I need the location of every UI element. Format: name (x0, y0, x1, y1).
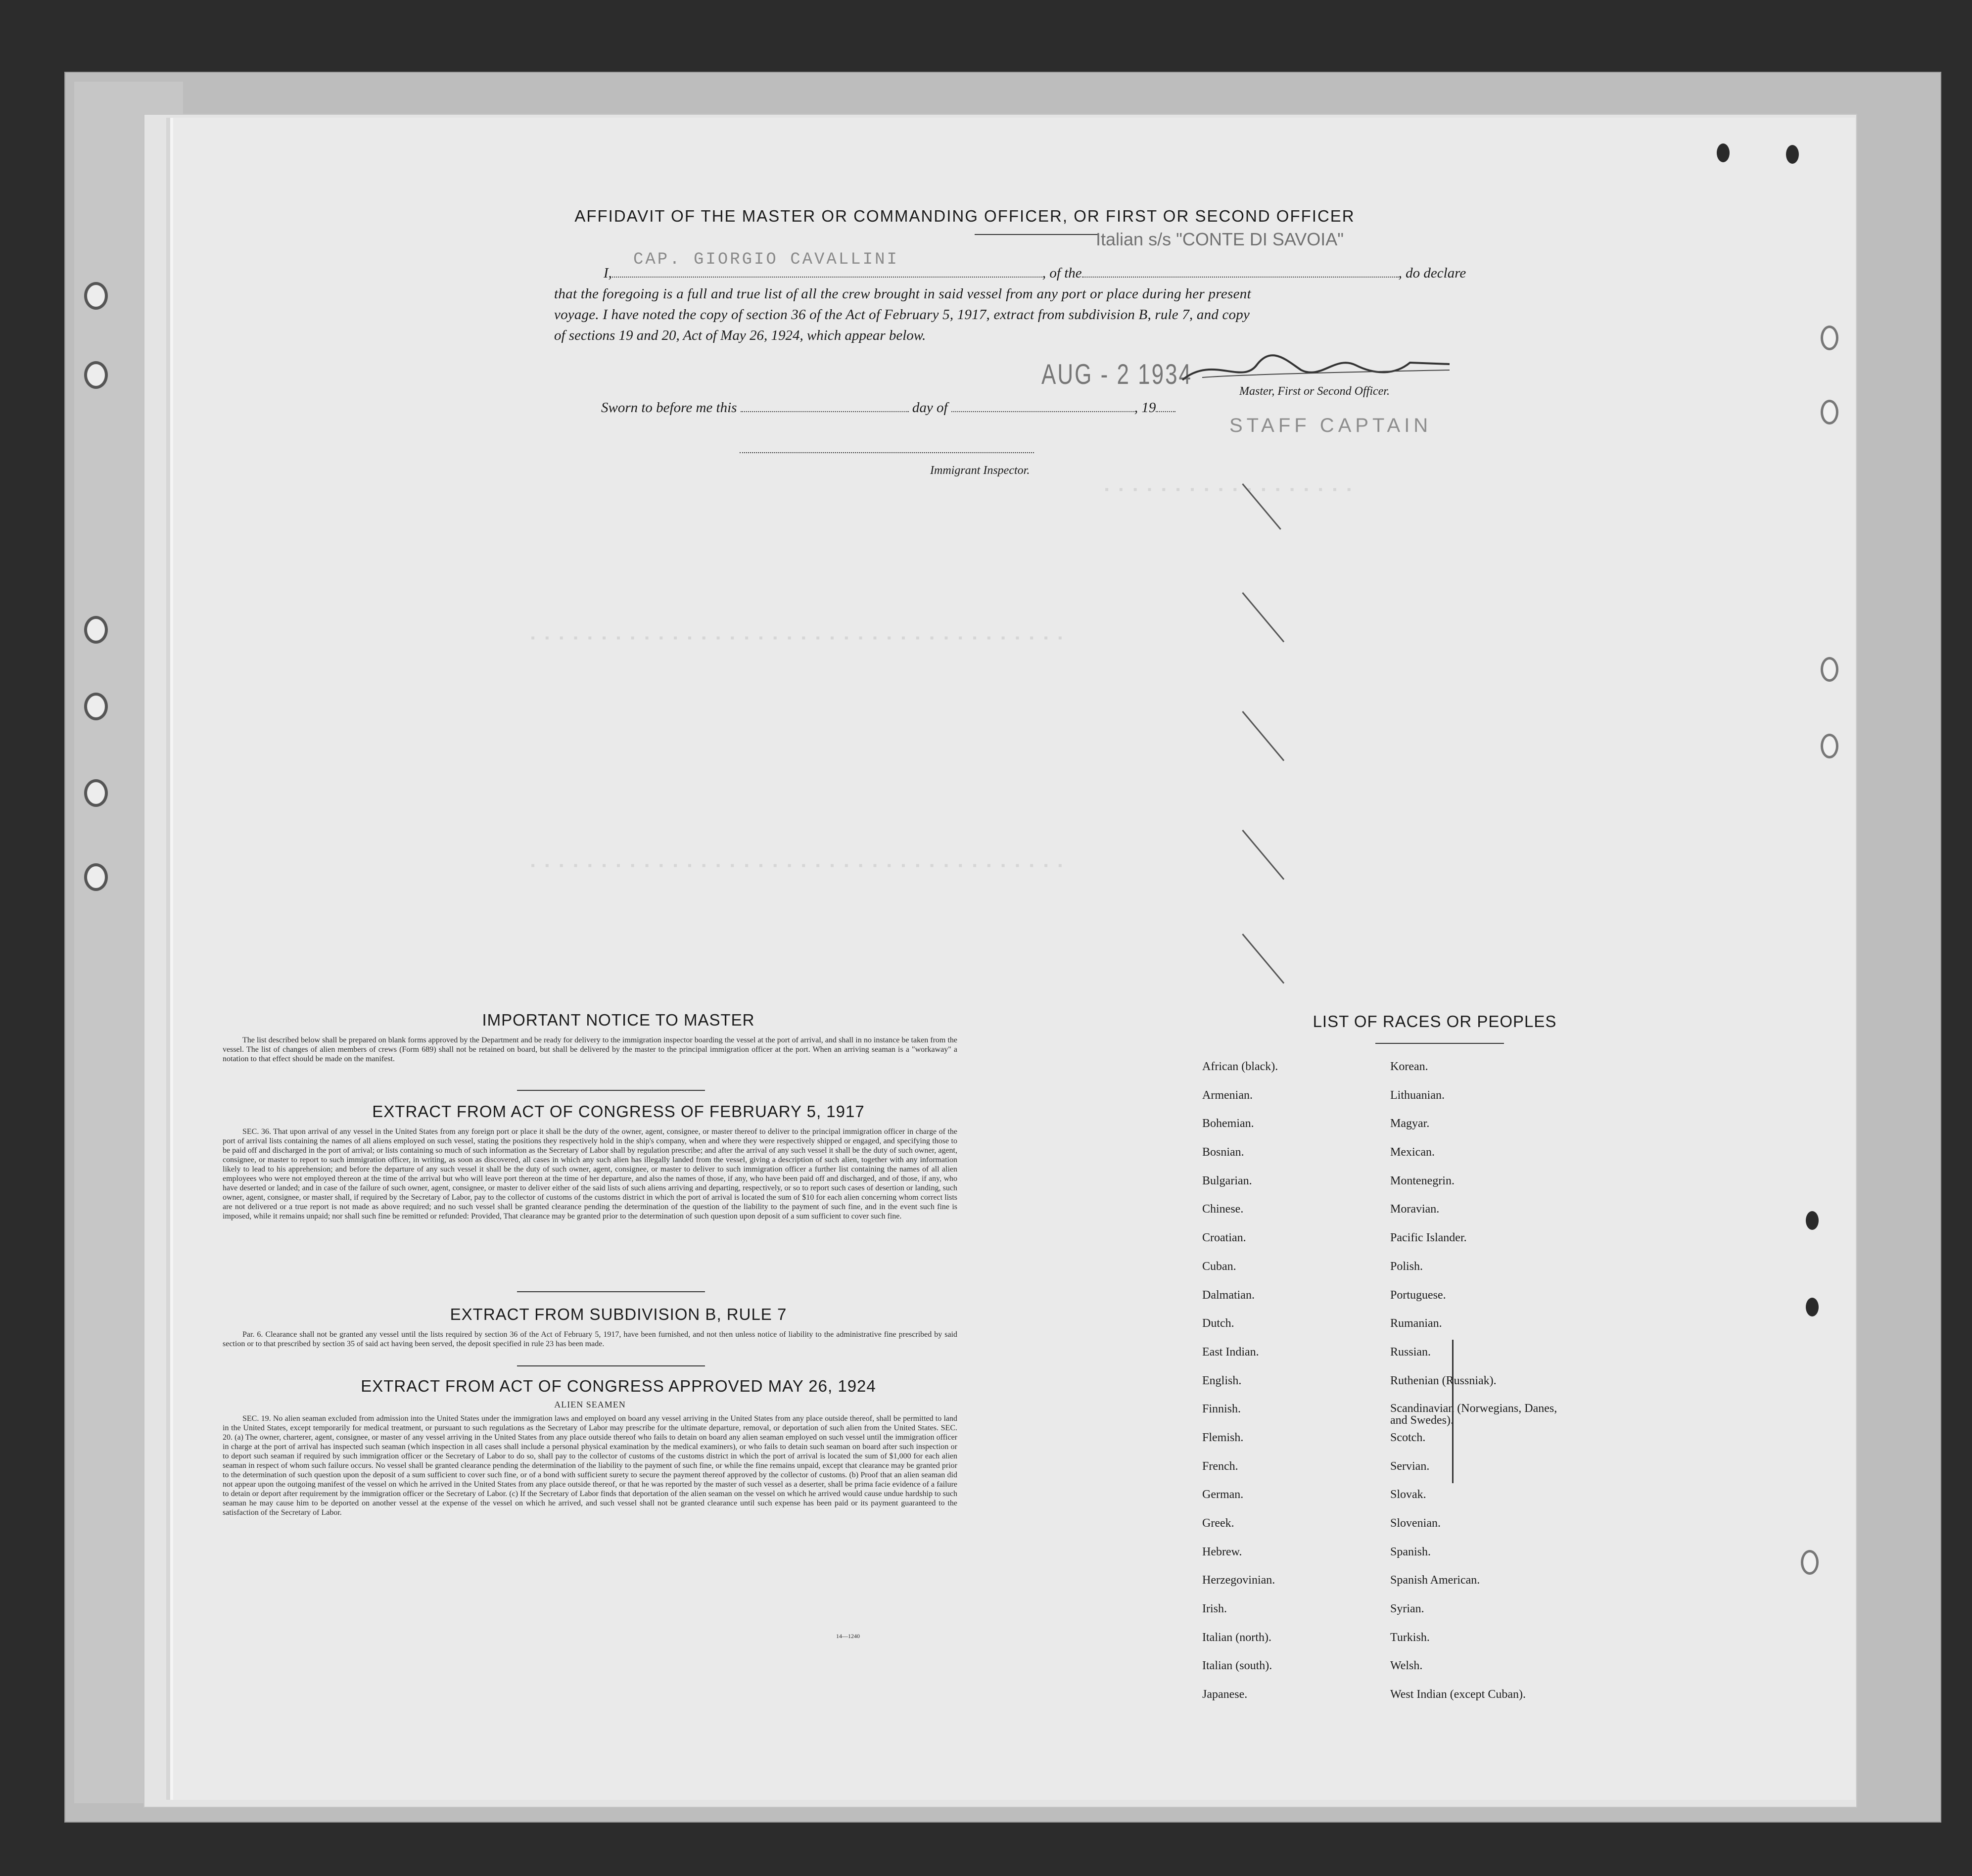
sworn-year-label: , 19 (1134, 400, 1156, 416)
staff-captain-stamp: STAFF CAPTAIN (1229, 415, 1432, 436)
binder-hole (84, 282, 108, 310)
sworn-day-blank (741, 411, 909, 412)
race-item: Syrian. (1390, 1602, 1424, 1616)
race-item: Irish. (1202, 1602, 1227, 1616)
race-item: Cuban. (1202, 1260, 1236, 1273)
race-item: Flemish. (1202, 1431, 1244, 1444)
race-item: Moravian. (1390, 1203, 1440, 1216)
races-left-column (1202, 1060, 1278, 1717)
punch-hole (1806, 1298, 1819, 1316)
race-item: East Indian. (1202, 1345, 1259, 1359)
races-title: LIST OF RACES OR PEOPLES (1313, 1012, 1557, 1031)
vessel-blank (1082, 277, 1399, 278)
race-item: African (black). (1202, 1060, 1278, 1073)
section-divider (517, 1090, 705, 1091)
signature-caption: Master, First or Second Officer. (1239, 385, 1390, 398)
pen-stroke (1242, 830, 1284, 880)
race-item: Spanish. (1390, 1545, 1431, 1558)
bleed-through-text: ▪ ▪ ▪ ▪ ▪ ▪ ▪ ▪ ▪ ▪ ▪ ▪ ▪ ▪ ▪ ▪ ▪ ▪ ▪ ▪ ▪ ▪ ▪ ▪ ▪ ▪ ▪ ▪ ▪ ▪ ▪ ▪ ▪ ▪ ▪ ▪ ▪ ▪ (529, 632, 1064, 646)
race-item: Bulgarian. (1202, 1174, 1252, 1187)
name-blank (612, 277, 1042, 278)
extract-1917-title: EXTRACT FROM ACT OF CONGRESS OF FEBRUARY 5, 1917 (372, 1102, 865, 1121)
race-item: Scotch. (1390, 1431, 1426, 1444)
race-item: Portuguese. (1390, 1288, 1446, 1302)
race-item: Finnish. (1202, 1403, 1241, 1416)
race-item: Italian (north). (1202, 1631, 1271, 1644)
race-item: English. (1202, 1374, 1242, 1387)
race-item: Italian (south). (1202, 1659, 1272, 1673)
race-item: German. (1202, 1488, 1244, 1501)
race-item: Scandinavian (Norwegians, Danes, and Swedes). (1390, 1402, 1557, 1427)
date-received-stamp: AUG - 2 1934 (1041, 359, 1193, 391)
pen-stroke (1242, 592, 1284, 643)
race-item: Welsh. (1390, 1659, 1423, 1673)
race-item: Dutch. (1202, 1317, 1234, 1330)
race-item: Turkish. (1390, 1631, 1430, 1644)
race-item: Hebrew. (1202, 1545, 1242, 1558)
sworn-month-blank (951, 411, 1134, 412)
pen-stroke (1242, 934, 1284, 984)
declaration-line-4: of sections 19 and 20, Act of May 26, 1924, which appear below. (554, 328, 926, 343)
race-item: West Indian (except Cuban). (1390, 1688, 1526, 1701)
officer-name-typed: CAP. GIORGIO CAVALLINI (633, 250, 899, 269)
officer-signature (1173, 350, 1459, 390)
race-item: Slovak. (1390, 1488, 1426, 1501)
race-item: Dalmatian. (1202, 1288, 1255, 1302)
race-item: French. (1202, 1459, 1238, 1473)
ring-hole (1821, 326, 1838, 350)
declaration-of-the: , of the (1042, 265, 1082, 281)
notice-body: The list described below shall be prepared on blank forms approved by the Department and be ready for delivery to the immigration inspector boarding the vessel at the port of arrival, and shall in no instance be taken from the vessel. The list of changes of alien members of crews (Form 689) shall not be retained on board, but shall be delivered by the master to the principal immigration officer at the port. When an arriving seaman is a "workaway" a notation to that effect should be made on the manifest. (223, 1036, 957, 1063)
binder-hole (84, 863, 108, 891)
declaration-line-1 (604, 265, 1466, 281)
bleed-through-text: ▪ ▪ ▪ ▪ ▪ ▪ ▪ ▪ ▪ ▪ ▪ ▪ ▪ ▪ ▪ ▪ ▪ ▪ (1103, 484, 1353, 497)
race-item: Magyar. (1390, 1117, 1430, 1130)
title-divider (975, 234, 1098, 235)
race-item: Spanish American. (1390, 1574, 1480, 1587)
race-item: Pacific Islander. (1390, 1231, 1467, 1245)
race-item: Montenegrin. (1390, 1174, 1455, 1187)
inspector-signature-blank (740, 452, 1034, 453)
race-item: Croatian. (1202, 1231, 1246, 1245)
declaration-line-2: that the foregoing is a full and true list of all the crew brought in said vessel from any port or place during her present (554, 286, 1251, 302)
race-item: Polish. (1390, 1260, 1423, 1273)
punch-hole (1806, 1211, 1819, 1230)
race-item: Servian. (1390, 1459, 1430, 1473)
ring-hole (1821, 657, 1838, 682)
races-divider (1375, 1043, 1504, 1044)
race-item: Rumanian. (1390, 1317, 1442, 1330)
race-item: Japanese. (1202, 1688, 1248, 1701)
inspector-caption: Immigrant Inspector. (930, 464, 1030, 477)
race-item: Chinese. (1202, 1203, 1244, 1216)
binder-hole (84, 361, 108, 389)
races-right-column (1390, 1060, 1568, 1717)
bleed-through-text: ▪ ▪ ▪ ▪ ▪ ▪ ▪ ▪ ▪ ▪ ▪ ▪ ▪ ▪ ▪ ▪ ▪ ▪ ▪ ▪ ▪ ▪ ▪ ▪ ▪ ▪ ▪ ▪ ▪ ▪ ▪ ▪ ▪ ▪ ▪ ▪ ▪ ▪ (529, 860, 1064, 873)
extract-rule7-title: EXTRACT FROM SUBDIVISION B, RULE 7 (450, 1305, 787, 1323)
race-item: Bosnian. (1202, 1146, 1244, 1159)
extract-1917-body: SEC. 36. That upon arrival of any vessel in the United States from any foreign port or place it shall be the duty of the owner, agent, consignee, or master thereof to deliver to the principal immigration officer in charge of the port of arrival lists containing the names of all aliens employed on such vessel, stating the positions they respectively hold in the ship's company, when and where they were respectively shipped or engaged, and specifying those to be paid off and discharged in the port of arrival; or lists containing so much of such information as the Secretary of Labor shall by regulation prescribe; and after the arrival of any such vessel it shall be the duty of such owner, agent, consignee, or master to report to such immigration officer, in writing, as soon as discovered, all cases in which any such alien has illegally landed from the vessel, giving a description of such alien, together with any information likely to lead to his apprehension; and before the departure of any such vessel it shall be the duty of such owner, agent, consignee, or master to deliver to such immigration officer a further list containing the names of all alien employees who were not employed thereon at the time of the arrival but who will leave port thereon at the time of her departure, and also the names of those, if any, who have been paid off and discharged, and of those, if any, who have deserted or landed; and in case of the failure of such owner, agent, consignee, or master to deliver either of the said lists of such aliens arriving and departing, respectively, or so to report such cases of desertion or landing, such owner, agent, consignee, or master shall, if required by the Secretary of Labor, pay to the collector of customs of the customs district in which the port of arrival is located the sum of $10 for each alien concerning whom correct lists are not delivered or a true report is not made as above required; and no such vessel shall be granted clearance pending the determination of the question of the liability to the payment of such fine, and in the event such fine is imposed, while it remains unpaid; nor shall such fine be remitted or refunded: Provided, That clearance may be granted prior to the determination of such question upon deposit of a sum sufficient to cover such fine. (223, 1127, 957, 1220)
race-item: Slovenian. (1390, 1517, 1441, 1530)
declaration-declare: , do declare (1398, 265, 1466, 281)
race-item: Armenian. (1202, 1088, 1253, 1102)
sworn-day-label: day of (912, 400, 948, 416)
race-item: Ruthenian (Russniak). (1390, 1374, 1497, 1387)
pen-stroke (1242, 711, 1284, 761)
race-item: Herzegovinian. (1202, 1574, 1275, 1587)
vessel-name-stamp: Italian s/s "CONTE DI SAVOIA" (1096, 229, 1344, 249)
ring-hole (1821, 734, 1838, 758)
section-divider (517, 1365, 705, 1366)
affidavit-title: AFFIDAVIT OF THE MASTER OR COMMANDING OFFICER, OR FIRST OR SECOND OFFICER (574, 207, 1355, 225)
form-number: 14—1240 (836, 1633, 860, 1640)
ring-hole (1821, 400, 1838, 424)
ring-hole (1801, 1550, 1819, 1575)
extract-1924-title: EXTRACT FROM ACT OF CONGRESS APPROVED MAY 26, 1924 (361, 1377, 876, 1395)
sworn-line (601, 400, 1175, 416)
sworn-year-blank (1156, 411, 1175, 412)
race-item: Lithuanian. (1390, 1088, 1445, 1102)
declaration-i: I, (604, 265, 612, 281)
manifest-page (173, 118, 1855, 1800)
race-item: Greek. (1202, 1517, 1234, 1530)
extract-rule7-body: Par. 6. Clearance shall not be granted any vessel until the lists required by section 36 of the Act of February 5, 1917, have been furnished, and not then unless notice of liability to the administrative fine prescribed by said section or to that prescribed by section 35 of said act having been served, the deposit specified in rule 23 has been made. (223, 1330, 957, 1348)
punch-hole (1786, 145, 1799, 164)
binder-hole (84, 616, 108, 644)
punch-hole (1717, 143, 1730, 162)
race-item: Bohemian. (1202, 1117, 1254, 1130)
sworn-prefix: Sworn to before me this (601, 400, 737, 416)
race-item: Russian. (1390, 1345, 1431, 1359)
binder-hole (84, 693, 108, 720)
binder-hole (84, 779, 108, 807)
extract-1924-subtitle: ALIEN SEAMEN (554, 1400, 626, 1409)
notice-title: IMPORTANT NOTICE TO MASTER (482, 1011, 755, 1029)
declaration-line-3: voyage. I have noted the copy of section 36 of the Act of February 5, 1917, extract from subdivision B, rule 7, and copy (554, 307, 1250, 323)
race-item: Korean. (1390, 1060, 1428, 1073)
race-item: Mexican. (1390, 1146, 1435, 1159)
bracket-mark (1452, 1340, 1454, 1483)
extract-1924-body: SEC. 19. No alien seaman excluded from admission into the United States under the immigration laws and employed on board any vessel arriving in the United States from any place outside thereof, shall be permitted to land in the United States, except temporarily for medical treatment, or pursuant to such regulations as the Secretary of Labor may prescribe for the ultimate departure, removal, or deportation of such alien from the United States. SEC. 20. (a) The owner, charterer, agent, consignee, or master of any vessel arriving in the United States from any place outside thereof who fails to detain on board any alien seaman employed on such vessel until the immigration officer in charge at the port of arrival has inspected such seaman (which inspection in all cases shall include a personal physical examination by the medical examiners), or who fails to detain such seaman on board after such inspection or to deport such seaman if required by such immigration officer or the Secretary of Labor to do so, shall pay to the collector of customs of the customs district in which the port of arrival is located the sum of $1,000 for each alien seaman in respect of whom such failure occurs. No vessel shall be granted clearance pending the determination of the liability to the payment of such fine, or while the fine remains unpaid, except that clearance may be granted prior to the determination of such question upon the deposit of a sum sufficient to cover such fine, or of a bond with sufficient surety to secure the payment thereof approved by the collector of customs. (b) Proof that an alien seaman did not appear upon the outgoing manifest of the vessel on which he arrived in the United States from any place outside thereof, or that he was reported by the master of such vessel as a deserter, shall be prima facie evidence of a failure to detain or deport after requirement by the immigration officer or the Secretary of Labor. (c) If the Secretary of Labor finds that deportation of the alien seaman on the vessel on which he arrived would cause undue hardship to such seaman he may cause him to be deported on another vessel at the expense of the vessel on which he arrived, and such vessel shall not be granted clearance until such expense has been paid or its payment guaranteed to the satisfaction of the Secretary of Labor. (223, 1414, 957, 1517)
section-divider (517, 1291, 705, 1292)
